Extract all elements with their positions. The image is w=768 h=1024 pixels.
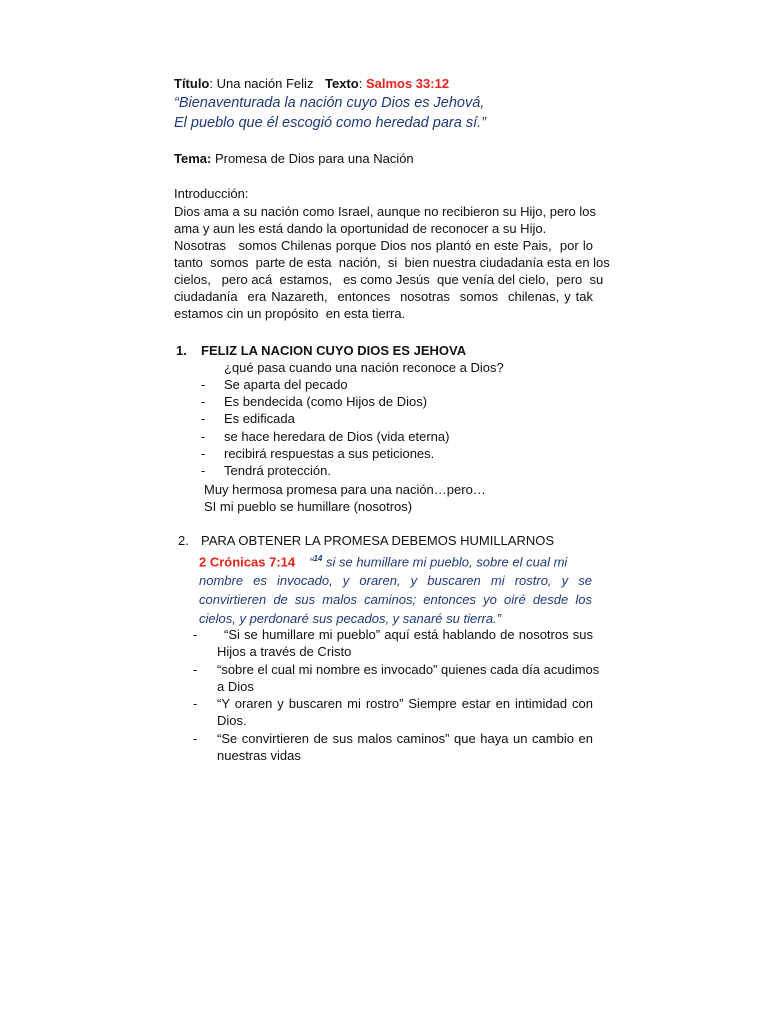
section1-closing-2: SI mi pueblo se humillare (nosotros) [204, 499, 413, 514]
intro-line: tanto somos parte de esta nación, si bien nuestra ciudadanía esta en los [174, 255, 610, 270]
intro-paragraph [174, 203, 610, 322]
verse-text: cielos, y perdonaré sus pecados, y sanaré su tierra.” [199, 611, 502, 627]
verse-reference: 2 Crónicas 7:14 [199, 554, 296, 570]
bullet-text: recibirá respuestas a sus peticiones. [224, 445, 435, 461]
titulo-label: Título [174, 76, 210, 91]
section2-number: 2. [178, 533, 189, 548]
tema-label: Tema: [174, 151, 212, 166]
title-line [174, 75, 313, 92]
verse-text: nombre es invocado, y oraren, y buscaren mi rostro, y se [199, 573, 592, 589]
bullet-text-cont: nuestras vidas [217, 747, 301, 763]
bullet-text: Es edificada [224, 411, 295, 427]
intro-line: cielos, pero acá estamos, es como Jesús que venía del cielo, pero su [174, 272, 604, 287]
dash-bullet-icon: - [201, 428, 206, 444]
verse-open-quote: “ [309, 554, 314, 570]
bullet-text: Es bendecida (como Hijos de Dios) [224, 394, 428, 410]
dash-bullet-icon: - [193, 661, 198, 677]
intro-heading: Introducción: [174, 186, 249, 201]
intro-line: ama y aun les está dando la oportunidad de reconocer a su Hijo. [174, 221, 547, 236]
dash-bullet-icon: - [201, 411, 206, 427]
intro-line: estamos cin un propósito en esta tierra. [174, 306, 406, 321]
section2-heading: PARA OBTENER LA PROMESA DEBEMOS HUMILLARNOS [201, 533, 555, 548]
bullet-text: se hace heredara de Dios (vida eterna) [224, 428, 450, 444]
bullet-text: “Se convirtieren de sus malos caminos” que haya un cambio en [217, 730, 593, 746]
dash-bullet-icon: - [201, 394, 206, 410]
section1-closing-1: Muy hermosa promesa para una nación…pero… [204, 482, 486, 497]
bullet-text: “sobre el cual mi nombre es invocado” quienes cada día acudimos [217, 661, 600, 677]
section2-bullet-list [193, 626, 600, 764]
dash-bullet-icon: - [201, 445, 206, 461]
list-item [193, 695, 593, 730]
texto-sep: : [358, 76, 366, 91]
verse-block [199, 549, 592, 628]
verse-number: 14 [313, 554, 323, 563]
section1-heading: FELIZ LA NACION CUYO DIOS ES JEHOVA [201, 343, 467, 358]
texto-ref: Salmos 33:12 [365, 76, 450, 91]
verse-first-line [199, 549, 592, 571]
dash-bullet-icon: - [201, 462, 206, 478]
list-item [193, 661, 600, 696]
quote-line-2: El pueblo que él escogió como heredad para sí.” [174, 115, 486, 131]
quote-line-1: “Bienaventurada la nación cuyo Dios es Jehová, [174, 95, 485, 111]
dash-bullet-icon: - [193, 730, 198, 746]
dash-bullet-icon: - [201, 377, 206, 392]
section1-number: 1. [176, 343, 187, 358]
verse-text: convirtieren de sus malos caminos; entonces yo oiré desde los [199, 592, 592, 608]
list-item [193, 730, 593, 765]
bullet-text: “Y oraren y buscaren mi rostro” Siempre estar en intimidad con [217, 696, 593, 712]
bullet-text-cont: Hijos a través de Cristo [217, 644, 352, 659]
dash-bullet-icon: - [193, 696, 198, 712]
tema-line [174, 150, 414, 167]
intro-line: ciudadanía era Nazareth, entonces nosotras somos chilenas, y tak [174, 289, 593, 304]
intro-line: Nosotras somos Chilenas porque Dios nos plantó en este Pais, por lo [174, 238, 593, 253]
bullet-text: Se aparta del pecado [224, 377, 348, 392]
dash-bullet-icon: - [193, 627, 198, 642]
verse-text: si se humillare mi pueblo, sobre el cual mi [322, 554, 568, 570]
list-item [193, 626, 593, 661]
bullet-text: “Si se humillare mi pueblo” aquí está hablando de nosotros sus [224, 627, 593, 642]
texto-label: Texto [325, 76, 359, 91]
bullet-text: Tendrá protección. [224, 462, 331, 478]
intro-line: Dios ama a su nación como Israel, aunque no recibieron su Hijo, pero los [174, 204, 597, 219]
texto-line [325, 75, 449, 92]
titulo-value: : Una nación Feliz [209, 76, 314, 91]
section1-question: ¿qué pasa cuando una nación reconoce a Dios? [224, 360, 504, 375]
bullet-text-cont: Dios. [217, 713, 247, 729]
tema-value: Promesa de Dios para una Nación [211, 151, 414, 166]
bullet-text-cont: a Dios [217, 678, 254, 694]
